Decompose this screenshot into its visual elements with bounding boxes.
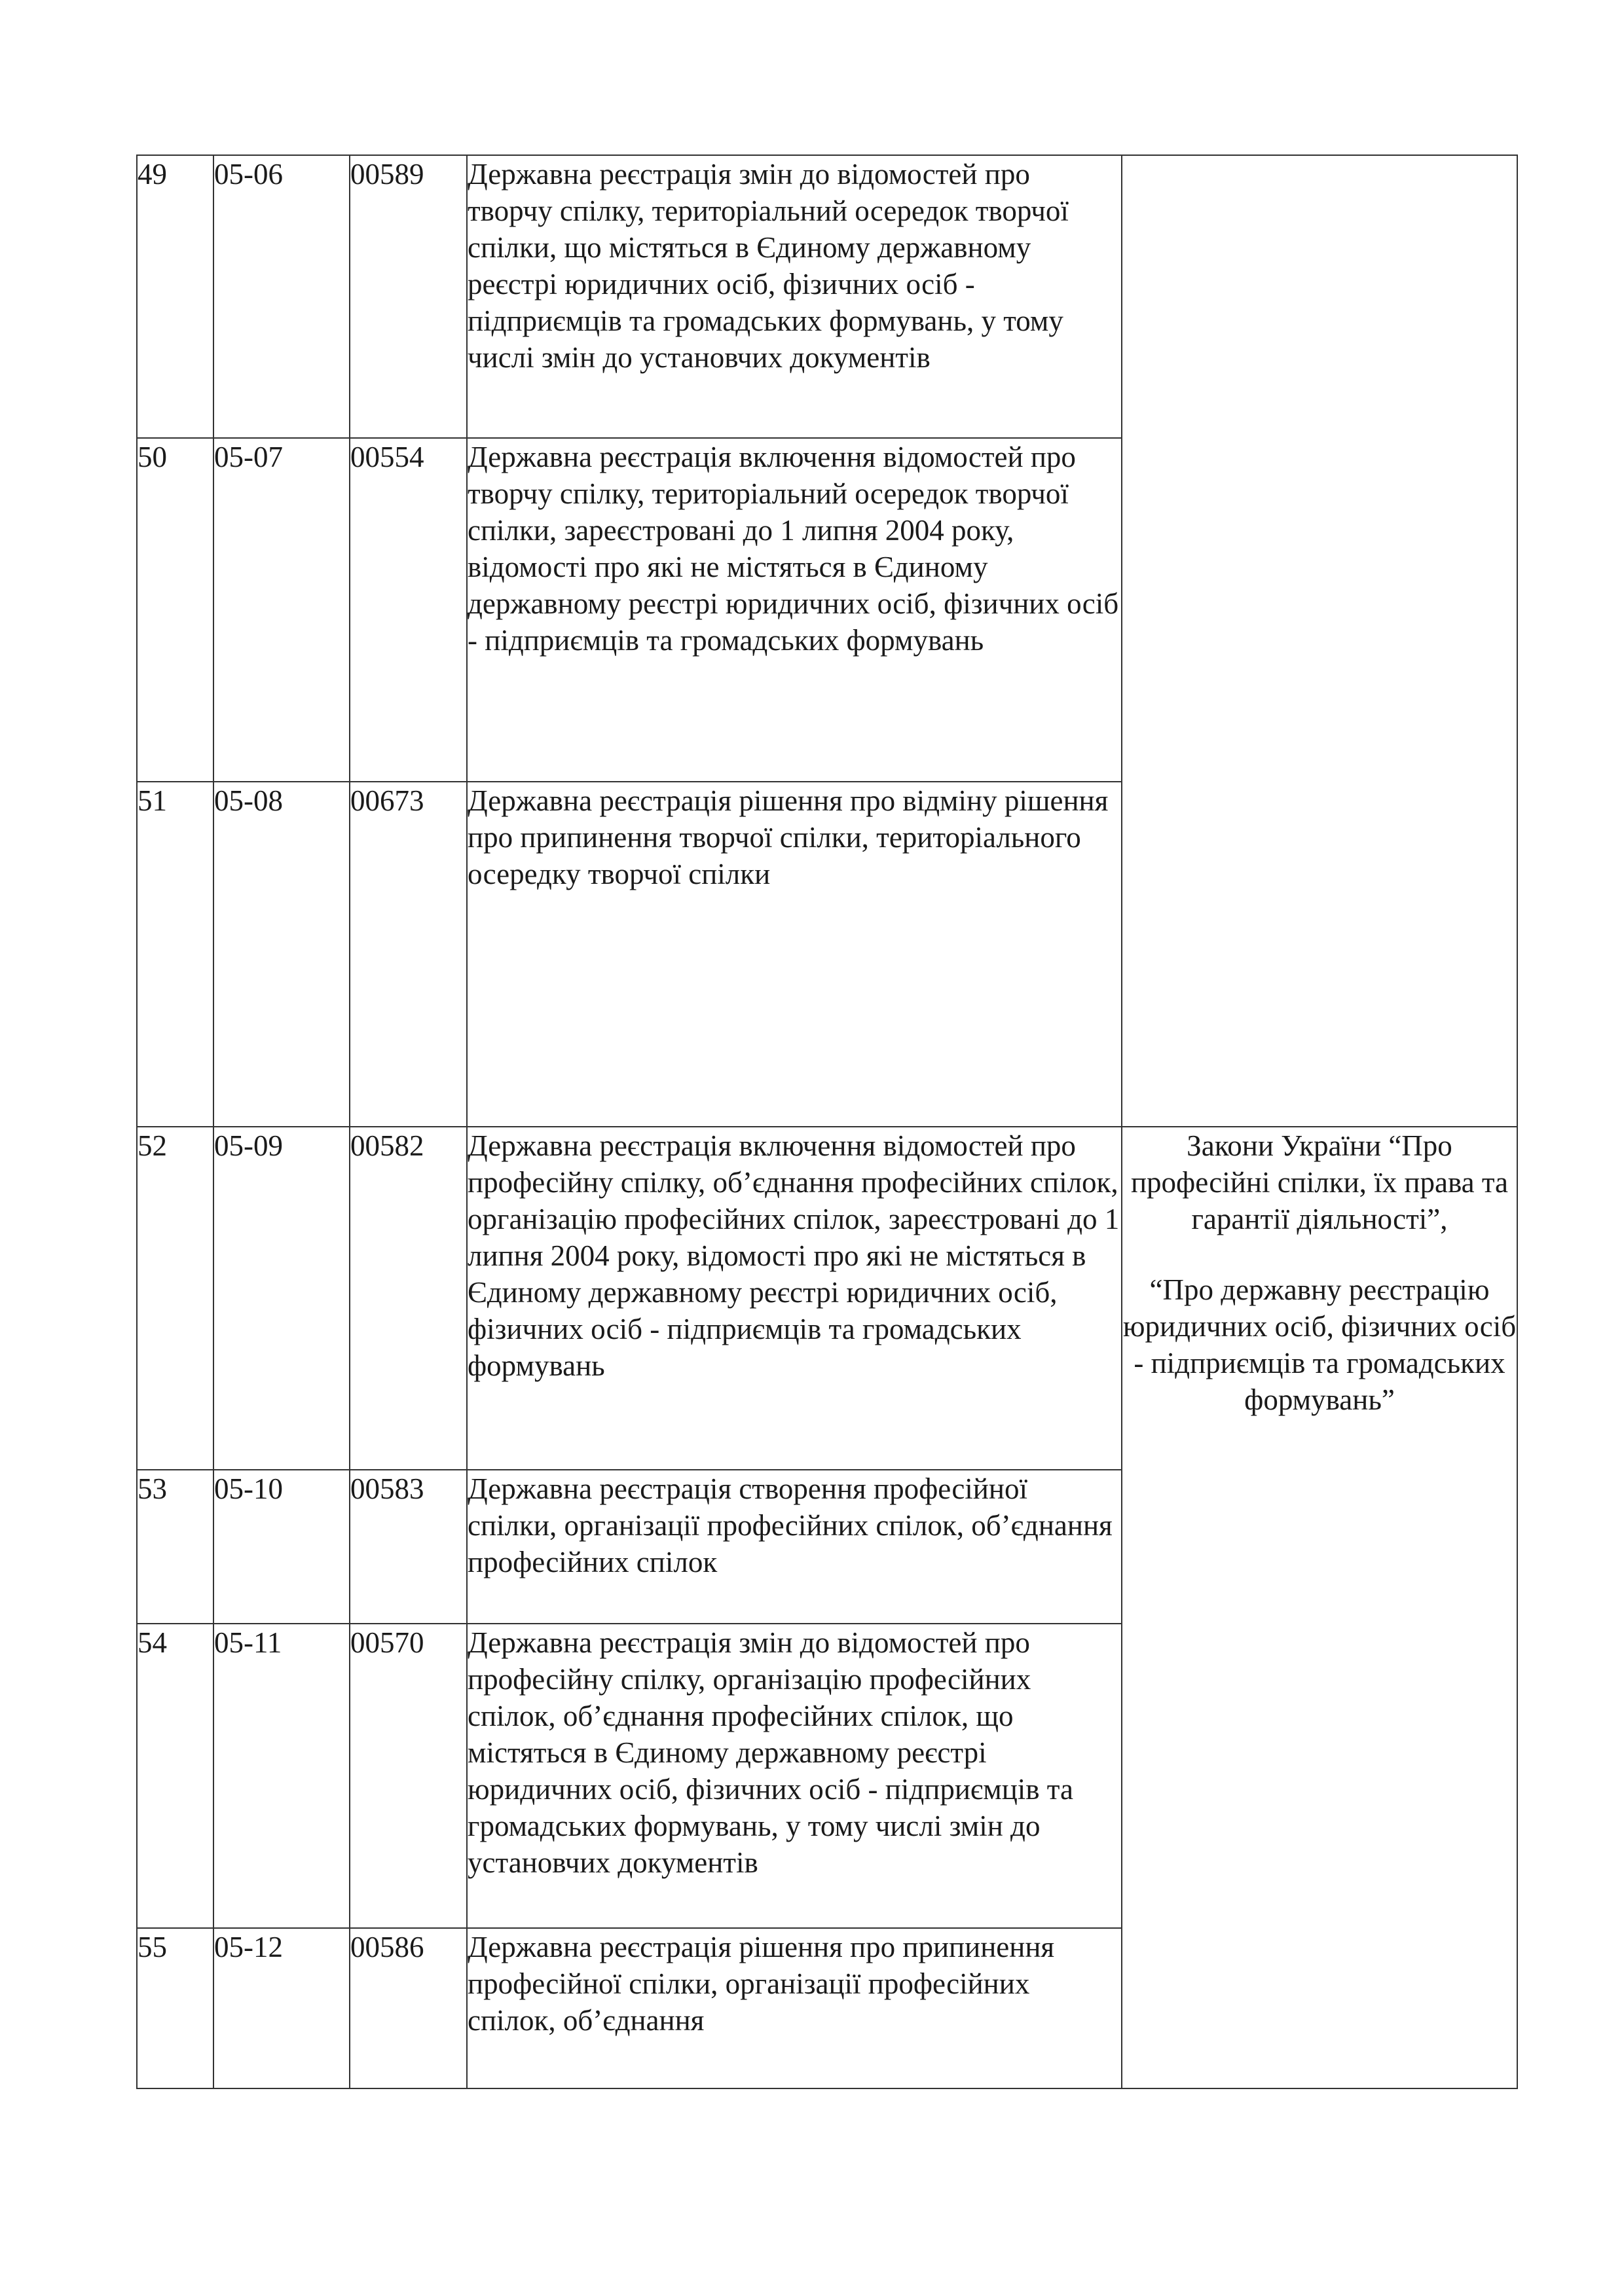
- service-code: 05-08: [213, 782, 350, 1127]
- row-number: 51: [137, 782, 213, 1127]
- service-description: Державна реєстрація рішення про відміну рішення про припинення творчої спілки, територіального осередку творчої спілки: [467, 782, 1122, 1127]
- legal-basis-cell-creative-unions: [1122, 155, 1517, 1127]
- service-code: 05-07: [213, 438, 350, 782]
- service-id: 00583: [350, 1470, 467, 1624]
- service-description: Державна реєстрація створення професійної спілки, організації професійних спілок, об’єднання професійних спілок: [467, 1470, 1122, 1624]
- legal-basis-law-trade-unions: Закони України “Про професійні спілки, їх права та гарантії діяльності”,: [1130, 1129, 1509, 1235]
- legal-basis-spacer: [1122, 1237, 1517, 1271]
- service-id: 00582: [350, 1127, 467, 1470]
- service-description: Державна реєстрація включення відомостей про професійну спілку, об’єднання професійних спілок, організацію професійних спілок, зареєстровані до 1 липня 2004 року, відомості про які не містяться в Єдиному державному реєстрі юридичних осіб, фізичних осіб - підприємців та громадських формувань: [467, 1127, 1122, 1470]
- service-description: Державна реєстрація змін до відомостей про професійну спілку, організацію професійних спілок, об’єднання професійних спілок, що містяться в Єдиному державному реєстрі юридичних осіб, фізичних осіб - підприємців та громадських формувань, у тому числі змін до установчих документів: [467, 1624, 1122, 1928]
- service-code: 05-12: [213, 1928, 350, 2088]
- service-description: Державна реєстрація рішення про припинення професійної спілки, організації професійних спілок, об’єднання: [467, 1928, 1122, 2088]
- legal-basis-cell-trade-unions: [1122, 1127, 1517, 2088]
- service-id: 00673: [350, 782, 467, 1127]
- service-code: 05-09: [213, 1127, 350, 1470]
- row-number: 53: [137, 1470, 213, 1624]
- service-id: 00586: [350, 1928, 467, 2088]
- row-number: 55: [137, 1928, 213, 2088]
- row-number: 54: [137, 1624, 213, 1928]
- service-id: 00589: [350, 155, 467, 438]
- table-row: [137, 155, 1517, 438]
- row-number: 52: [137, 1127, 213, 1470]
- table-row: [137, 1127, 1517, 1470]
- service-code: 05-10: [213, 1470, 350, 1624]
- legal-basis-law-state-registration: “Про державну реєстрацію юридичних осіб, фізичних осіб - підприємців та громадських формувань”: [1122, 1273, 1517, 1416]
- row-number: 49: [137, 155, 213, 438]
- service-code: 05-11: [213, 1624, 350, 1928]
- service-code: 05-06: [213, 155, 350, 438]
- service-id: 00554: [350, 438, 467, 782]
- service-description: Державна реєстрація включення відомостей про творчу спілку, територіальний осередок творчої спілки, зареєстровані до 1 липня 2004 року, відомості про які не містяться в Єдиному державному реєстрі юридичних осіб, фізичних осіб - підприємців та громадських формувань: [467, 438, 1122, 782]
- service-id: 00570: [350, 1624, 467, 1928]
- service-description: Державна реєстрація змін до відомостей про творчу спілку, територіальний осередок творчої спілки, що містяться в Єдиному державному реєстрі юридичних осіб, фізичних осіб - підприємців та громадських формувань, у тому числі змін до установчих документів: [467, 155, 1122, 438]
- row-number: 50: [137, 438, 213, 782]
- services-table: [136, 155, 1518, 2089]
